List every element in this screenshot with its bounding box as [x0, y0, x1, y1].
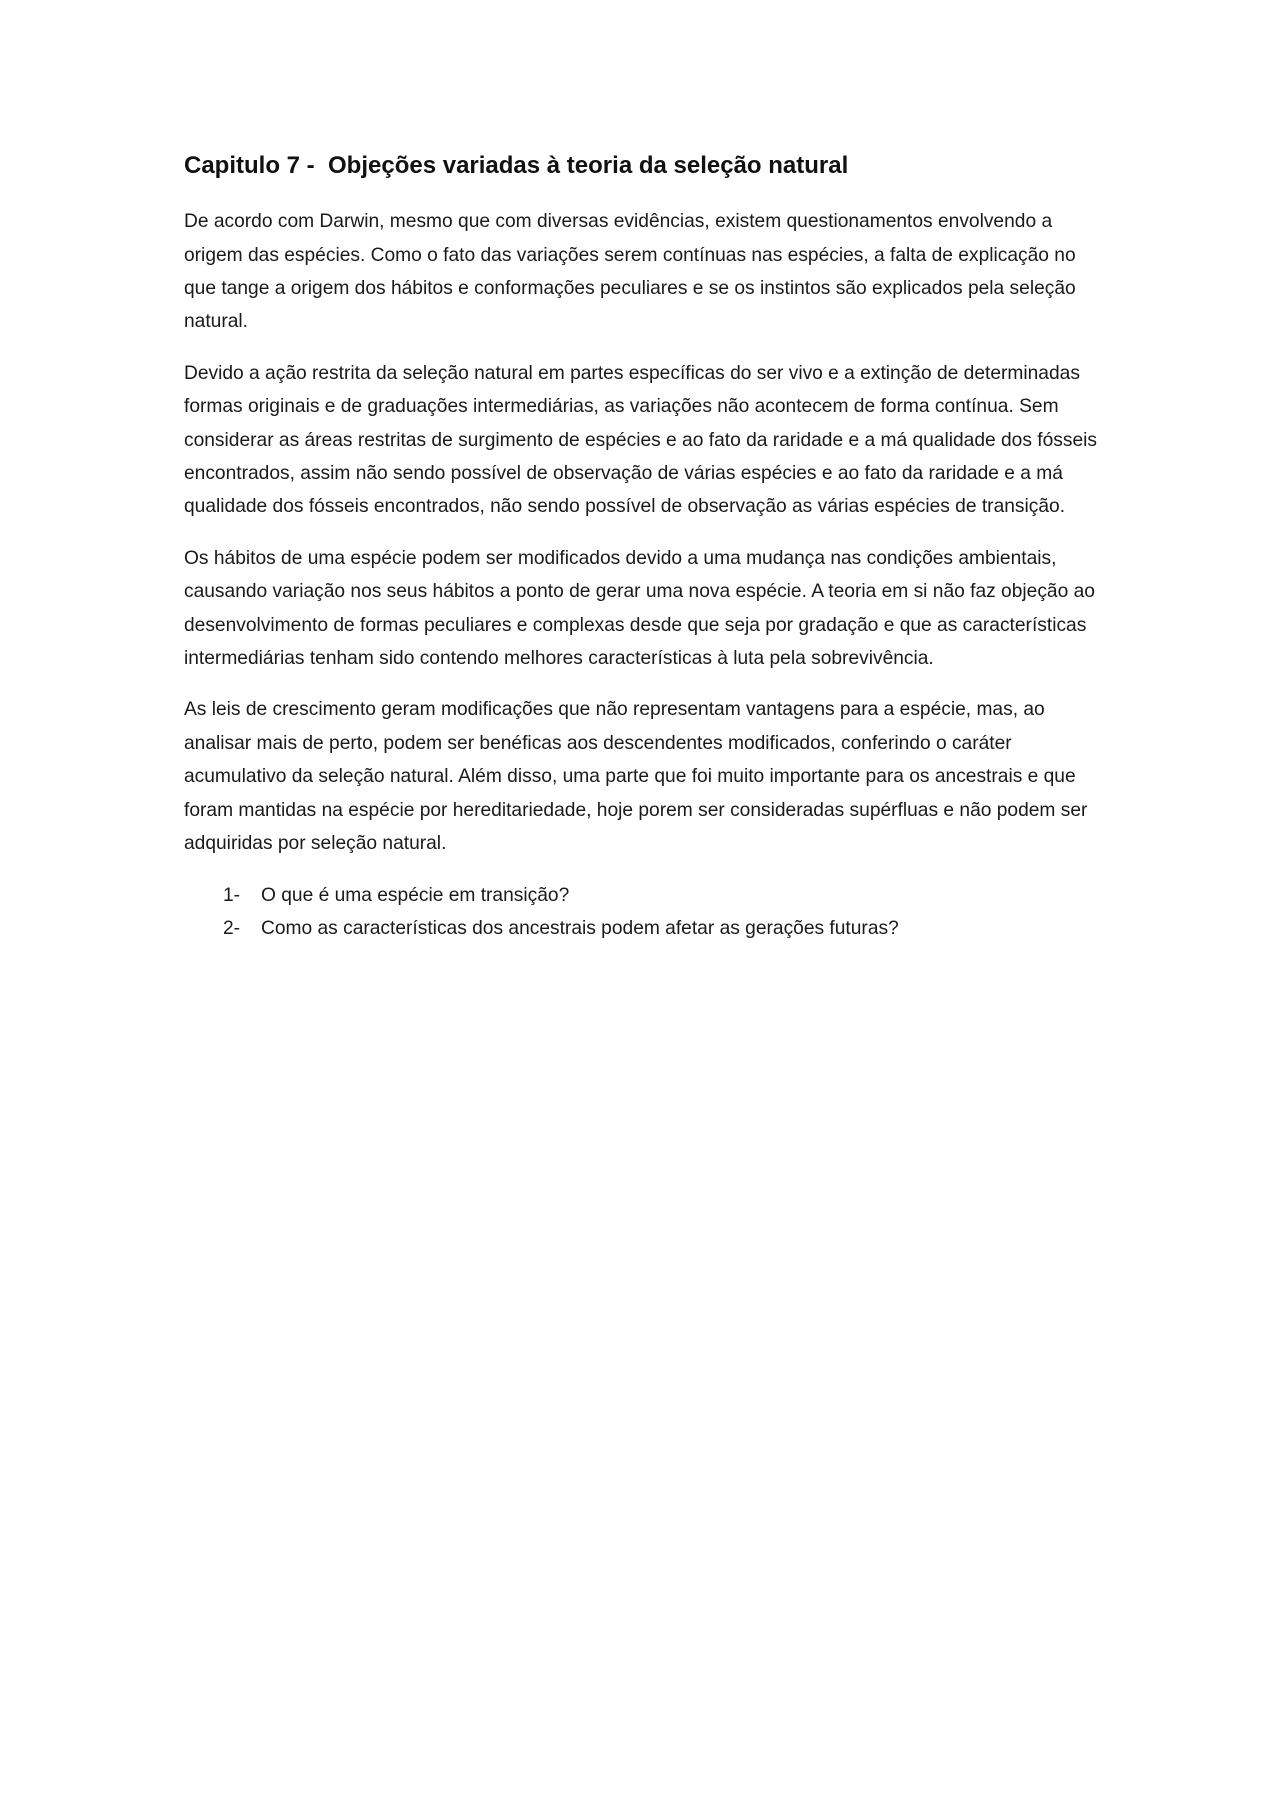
question-number: 1-	[223, 884, 241, 906]
paragraph-1: De acordo com Darwin, mesmo que com diversas evidências, existem questionamentos envolvendo a origem das espécies. Como o fato das variações serem contínuas nas espécies, a falta de explicação no que tange a origem dos hábitos e conformações peculiares e se os instintos são explicados pela seleção natural.	[184, 211, 1076, 333]
question-number: 2-	[223, 917, 241, 939]
question-item	[223, 879, 1104, 912]
paragraph-4: As leis de crescimento geram modificações que não representam vantagens para a espécie, mas, ao analisar mais de perto, podem ser benéficas aos descendentes modificados, conferindo o caráter acumulativo da seleção natural. Além disso, uma parte que foi muito importante para os ancestrais e que foram mantidas na espécie por hereditariedade, hoje porem ser consideradas supérfluas e não podem ser adquiridas por seleção natural.	[184, 699, 1088, 855]
question-text: Como as características dos ancestrais podem afetar as gerações futuras?	[261, 917, 899, 939]
paragraph-3: Os hábitos de uma espécie podem ser modificados devido a uma mudança nas condições ambientais, causando variação nos seus hábitos a ponto de gerar uma nova espécie. A teoria em si não faz objeção ao desenvolvimento de formas peculiares e complexas desde que seja por gradação e que as características intermediárias tenham sido contendo melhores características à luta pela sobrevivência.	[184, 547, 1095, 670]
document-page	[184, 150, 1104, 945]
paragraph-2: Devido a ação restrita da seleção natural em partes específicas do ser vivo e a extinção de determinadas formas originais e de graduações intermediárias, as variações não acontecem de forma contínua. Sem considerar as áreas restritas de surgimento de espécies e ao fato da raridade e a má qualidade dos fósseis encontrados, assim não sendo possível de observação de várias espécies e ao fato da raridade e a má qualidade dos fósseis encontrados, não sendo possível de observação as várias espécies de transição.	[184, 362, 1097, 518]
chapter-title: Capitulo 7 - Objeções variadas à teoria da seleção natural	[184, 152, 849, 179]
question-list	[184, 879, 1104, 946]
question-text: O que é uma espécie em transição?	[261, 884, 570, 906]
question-item	[223, 912, 1104, 945]
